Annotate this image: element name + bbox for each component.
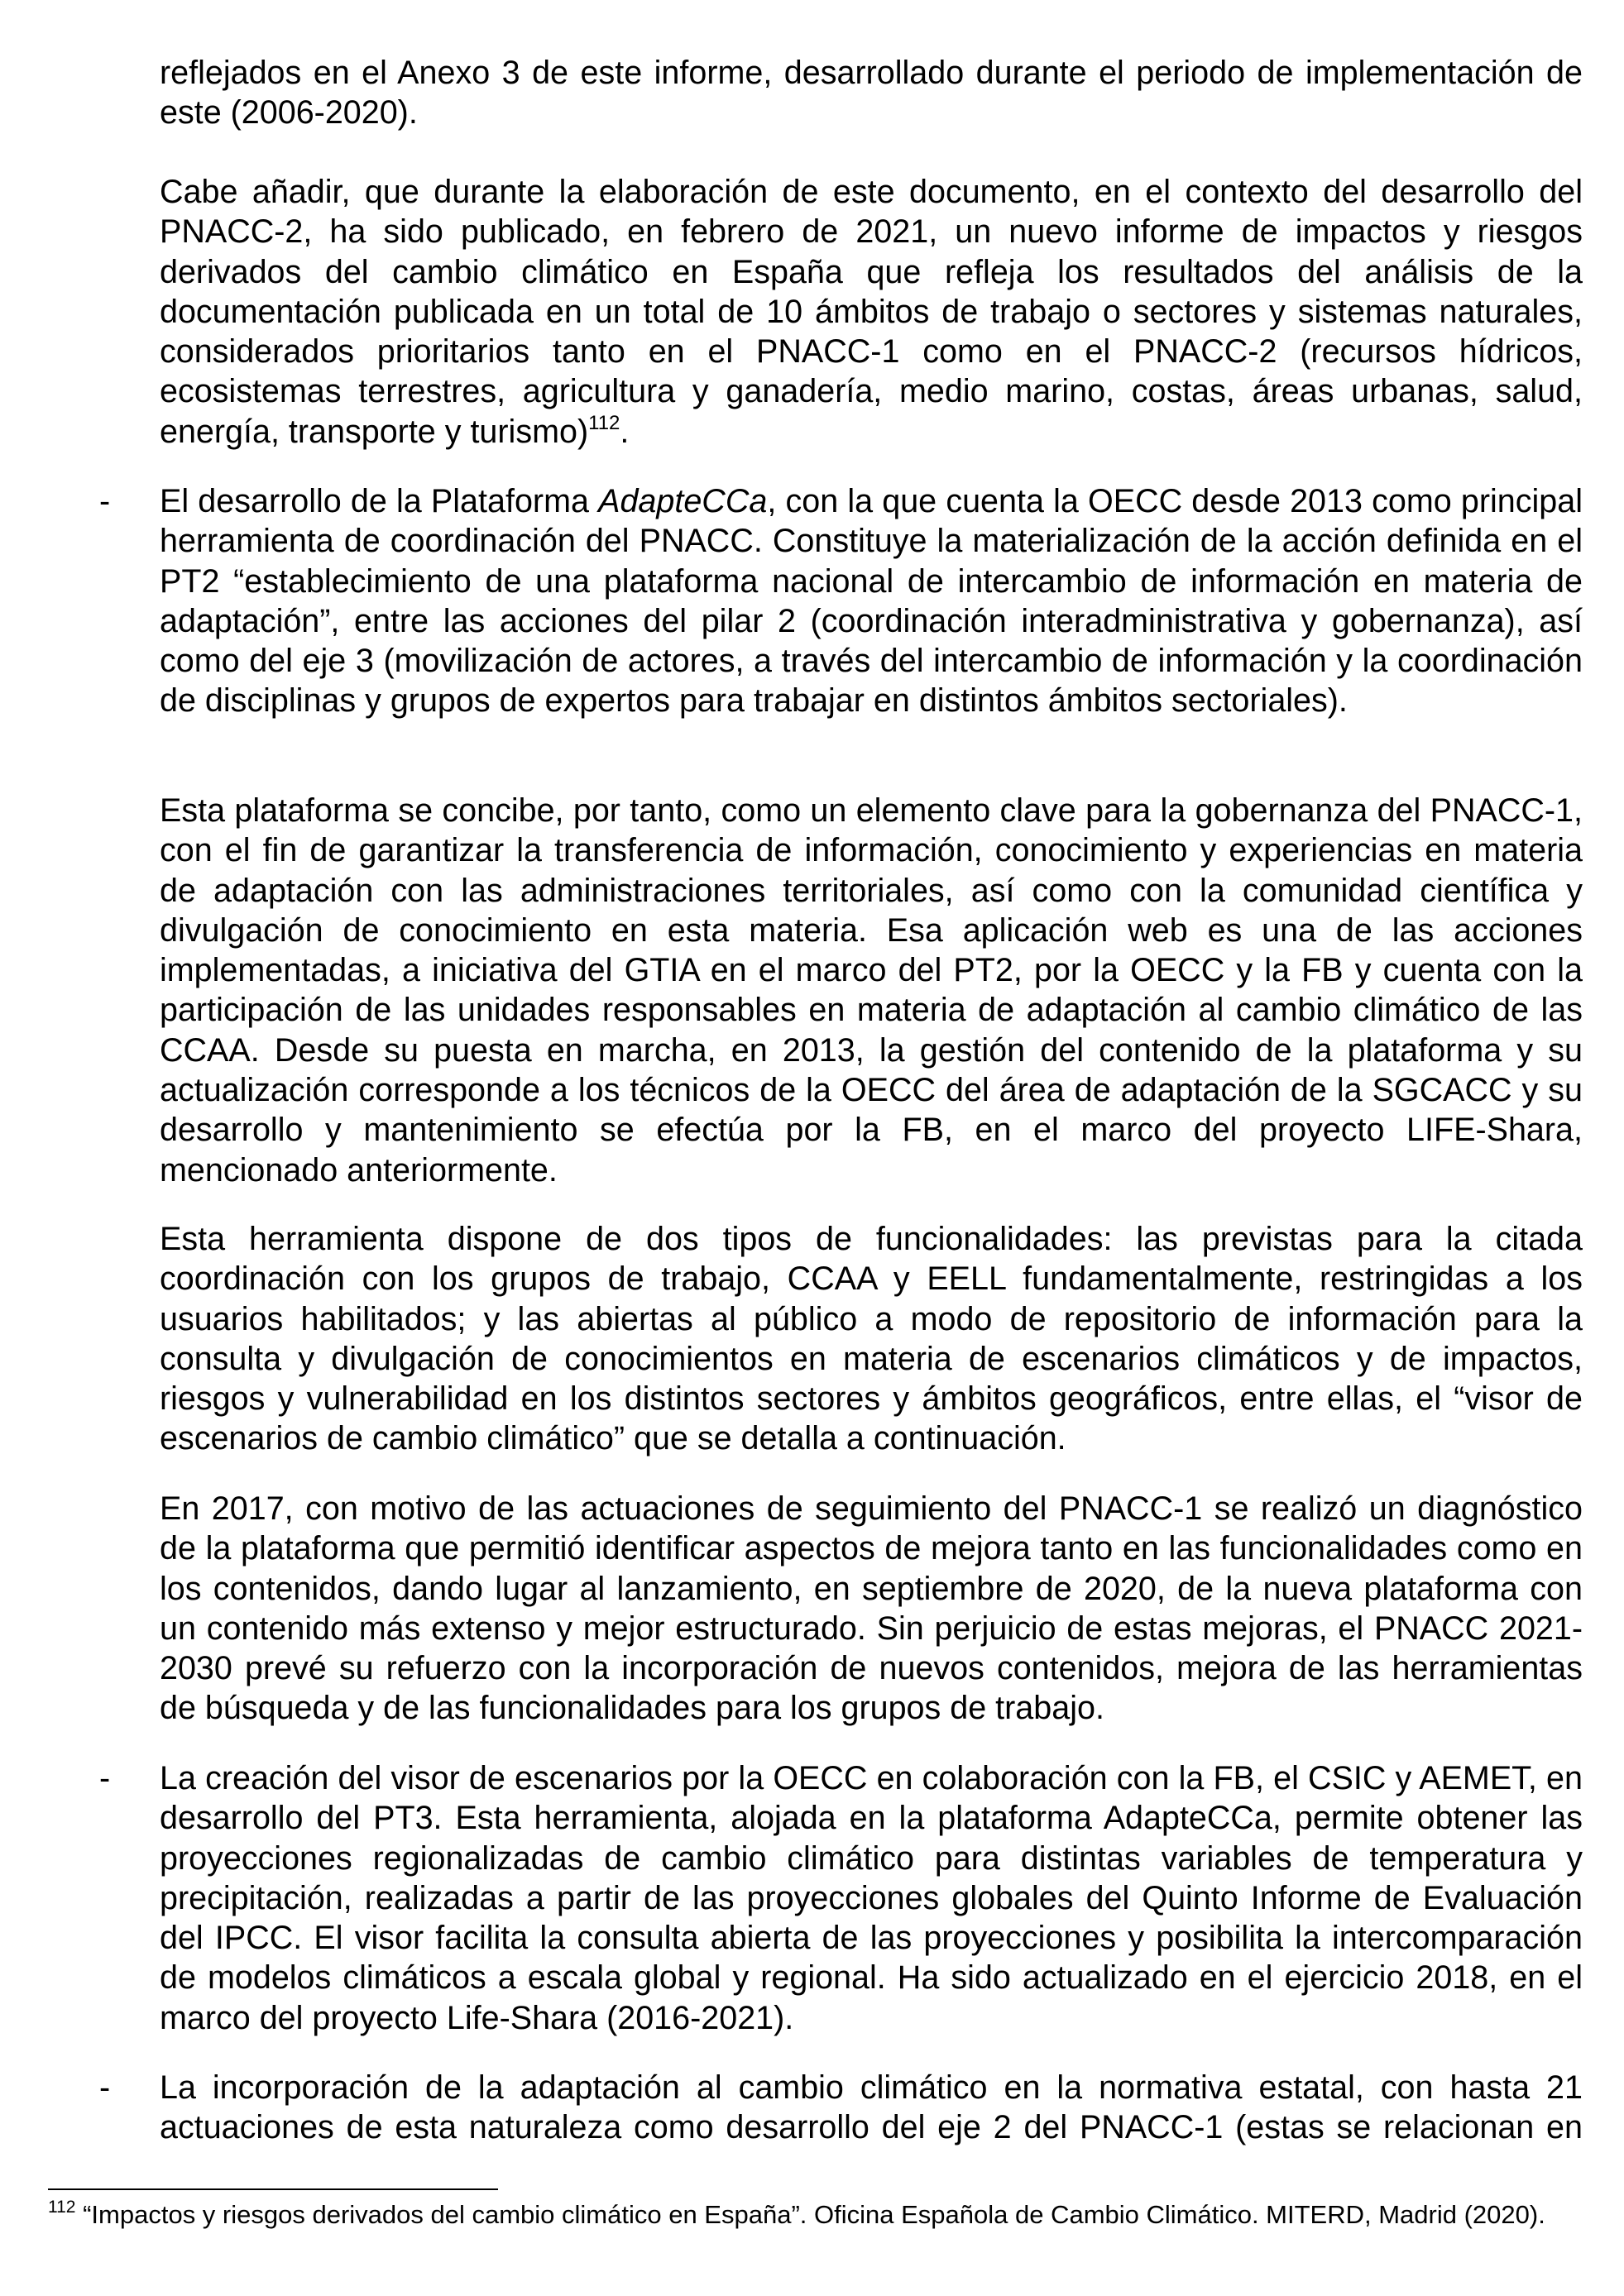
paragraph-impacts-report-end: . (620, 413, 630, 450)
bullet-adaptecca-text-start: El desarrollo de la Plataforma (160, 483, 599, 519)
adaptecca-italic-name: AdapteCCa (598, 483, 768, 519)
footnote-number: 112 (48, 2197, 76, 2217)
paragraph-2017-diagnosis: En 2017, con motivo de las actuaciones de seguimiento del PNACC-1 se realizó un diagnóstico de la plataforma que permitió identificar aspectos de mejora tanto en las funcionalidades como en los contenidos, dando lugar al lanzamiento, en septiembre de 2020, de la nueva plataforma con un contenido más extenso y mejor estructurado. Sin perjuicio de estas mejoras, el PNACC 2021-2030 prevé su refuerzo con la incorporación de nuevos contenidos, mejora de las herramientas de búsqueda y de las funcionalidades para los grupos de trabajo. (160, 1490, 1583, 1727)
bullet-adaptecca-text-rest: , con la que cuenta la OECC desde 2013 como principal herramienta de coordinación del PNACC. Constituye la materialización de la acción definida en el PT2 “establecimiento de una plataforma nacional de intercambio de información en materia de adaptación”, entre las acciones del pilar 2 (coordinación interadministrativa y gobernanza), así como del eje 3 (movilización de actores, a través del intercambio de información y la coordinación de disciplinas y grupos de expertos para trabajar en distintos ámbitos sectoriales). (160, 483, 1583, 720)
paragraph-impacts-report (160, 172, 1583, 452)
bullet-dash-scenario-viewer: - (99, 1760, 111, 1796)
bullet-dash-adaptecca: - (99, 483, 111, 519)
bullet-scenario-viewer: La creación del visor de escenarios por la OECC en colaboración con la FB, el CSIC y AEMET, en desarrollo del PT3. Esta herramienta, alojada en la plataforma AdapteCCa, permite obtener las proyecciones regionalizadas de cambio climático para distintas variables de temperatura y precipitación, realizadas a partir de las proyecciones globales del Quinto Informe de Evaluación del IPCC. El visor facilita la consulta abierta de las proyecciones y posibilita la intercomparación de modelos climáticos a escala global y regional. Ha sido actualizado en el ejercicio 2018, en el marco del proyecto Life-Shara (2016-2021). (160, 1760, 1583, 2036)
footnote-reference-112: 112 (588, 411, 620, 434)
footnote-112 (48, 2198, 1583, 2231)
paragraph-impacts-report-text: Cabe añadir, que durante la elaboración de este documento, en el contexto del desarrollo del PNACC-2, ha sido publicado, en febrero de 2021, un nuevo informe de impactos y riesgos derivados del cambio climático en España que refleja los resultados del análisis de la documentación publicada en un total de 10 ámbitos de trabajo o sectores y sistemas naturales, considerados prioritarios tanto en el PNACC-1 como en el PNACC-2 (recursos hídricos, ecosistemas terrestres, agricultura y ganadería, medio marino, costas, áreas urbanas, salud, energía, transporte y turismo) (160, 174, 1583, 450)
paragraph-platform-governance: Esta plataforma se concibe, por tanto, como un elemento clave para la gobernanza del PNACC-1, con el fin de garantizar la transferencia de información, conocimiento y experiencias en materia de adaptación con las administraciones territoriales, así como con la comunidad científica y divulgación de conocimiento en esta materia. Esa aplicación web es una de las acciones implementadas, a iniciativa del GTIA en el marco del PT2, por la OECC y la FB y cuenta con la participación de las unidades responsables en materia de adaptación al cambio climático de las CCAA. Desde su puesta en marcha, en 2013, la gestión del contenido de la plataforma y su actualización corresponde a los técnicos de la OECC del área de adaptación de la SGCACC y su desarrollo y mantenimiento se efectúa por la FB, en el marco del proyecto LIFE-Shara, mencionado anteriormente. (160, 792, 1583, 1189)
bullet-adaptecca-platform (160, 481, 1583, 721)
footnote-text: “Impactos y riesgos derivados del cambio climático en España”. Oficina Española de Cambio Climático. MITERD, Madrid (2020). (75, 2200, 1545, 2229)
footnote-separator (48, 2188, 498, 2190)
bullet-dash-state-regulation: - (99, 2069, 111, 2106)
paragraph-annex-reference: reflejados en el Anexo 3 de este informe, desarrollado durante el periodo de implementación de este (2006-2020). (160, 55, 1583, 132)
paragraph-tool-functionalities: Esta herramienta dispone de dos tipos de funcionalidades: las previstas para la citada coordinación con los grupos de trabajo, CCAA y EELL fundamentalmente, restringidas a los usuarios habilitados; y las abiertas al público a modo de repositorio de información para la consulta y divulgación de conocimientos en materia de escenarios climáticos y de impactos, riesgos y vulnerabilidad en los distintos sectores y ámbitos geográficos, entre ellas, el “visor de escenarios de cambio climático” que se detalla a continuación. (160, 1221, 1583, 1457)
bullet-state-regulation: La incorporación de la adaptación al cambio climático en la normativa estatal, con hasta 21 actuaciones de esta naturaleza como desarrollo del eje 2 del PNACC-1 (estas se relacionan en (160, 2069, 1583, 2146)
